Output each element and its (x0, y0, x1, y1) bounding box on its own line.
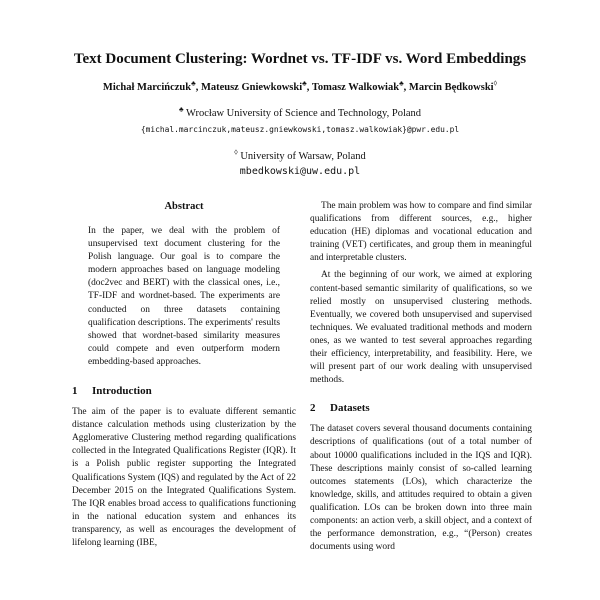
affiliation-warsaw (0, 150, 600, 163)
author-separator: , (195, 82, 201, 93)
right-paragraph-1: The main problem was how to compare and find similar qualifications from different sources, e.g., higher education (HE) diplomas and vocational education and training (VET) certificates, and group them in meaningful and interpretable clusters. (310, 201, 532, 264)
affiliation-mark: ♣ (302, 79, 307, 88)
affiliation-mark: ◊ (234, 148, 238, 157)
affiliation-mark: ♣ (399, 79, 404, 88)
author-name: Mateusz Gniewkowski (200, 82, 303, 93)
section-heading-introduction (72, 384, 296, 398)
affiliation-name: Wrocław University of Science and Technology, Poland (186, 108, 422, 119)
email-wroclaw: {michal.marcinczuk,mateusz.gniewkowski,tomasz.walkowiak}@pwr.edu.pl (140, 125, 460, 134)
abstract-heading: Abstract (164, 201, 204, 212)
author-name: Michał Marcińczuk (102, 82, 192, 93)
author-separator: , (403, 82, 409, 93)
section-title: Introduction (92, 385, 152, 398)
introduction-paragraph: The aim of the paper is to evaluate different semantic distance calculation methods using clusterization by the Agglomerative Clustering method regarding qualifications collected in the Integrated Qualifications Register (IQR). It is a Polish public register supporting the Integrated Qualifications System (IQS) and regulated by the Act of 22 December 2015 on the Integrated Qualifications System. The IQR enables broad access to qualifications functioning in the national education system and enhances its transparency, as well as encourages the development of lifelong learning (IBE, (72, 407, 296, 548)
affiliation-name: University of Warsaw, Poland (240, 151, 366, 162)
paper-title: Text Document Clustering: Wordnet vs. TF-IDF vs. Word Embeddings (73, 51, 527, 67)
author-name: Tomasz Walkowiak (311, 82, 400, 93)
right-paragraph-2: At the beginning of our work, we aimed at exploring content-based semantic similarity of qualifications, so we relied mostly on unsupervised clustering methods. Eventually, we covered both unsupervised and supervised techniques. We evaluated traditional methods and modern ones, as we wanted to test several approaches regarding their efficiency, interpretability, and feasibility. Here, we will present part of our work dealing with unsupervised methods. (310, 270, 532, 386)
email-warsaw: mbedkowski@uw.edu.pl (239, 166, 361, 177)
section-title: Datasets (330, 402, 370, 415)
right-column (310, 200, 532, 554)
section-number: 1 (72, 385, 78, 398)
datasets-paragraph: The dataset covers several thousand documents containing descriptions of qualifications (out of a total number of about 10000 qualifications included in the IQS and IQR). These descriptions mainly consist of so-called learning outcomes statements (LOs), which characterize the knowledge, skills, and attitudes required to obtain a given qualification. LOs can be broken down into three main components: an action verb, a skill object, and a context of the performance demonstration, e.g., “(Person) creates documents using word (310, 424, 532, 553)
section-number: 2 (310, 402, 316, 415)
affiliation-mark: ◊ (493, 79, 498, 88)
affiliation-mark: ♣ (191, 79, 196, 88)
author-list (0, 81, 600, 94)
left-column (72, 200, 296, 550)
affiliation-wroclaw (0, 107, 600, 120)
affiliation-mark: ♣ (178, 105, 184, 114)
section-heading-datasets (310, 401, 532, 415)
author-name: Marcin Będkowski (408, 82, 494, 93)
author-separator: , (306, 82, 312, 93)
abstract-text: In the paper, we deal with the problem of unsupervised text document clustering for the Polish language. Our goal is to compare the modern approaches based on language modeling (doc2vec and BERT) with the classical ones, i.e., TF-IDF and wordnet-based. The experiments are conducted on three datasets containing qualification descriptions. The experiments' results showed that wordnet-based similarity measures could compete and even outperform modern embedding-based approaches. (88, 226, 280, 367)
